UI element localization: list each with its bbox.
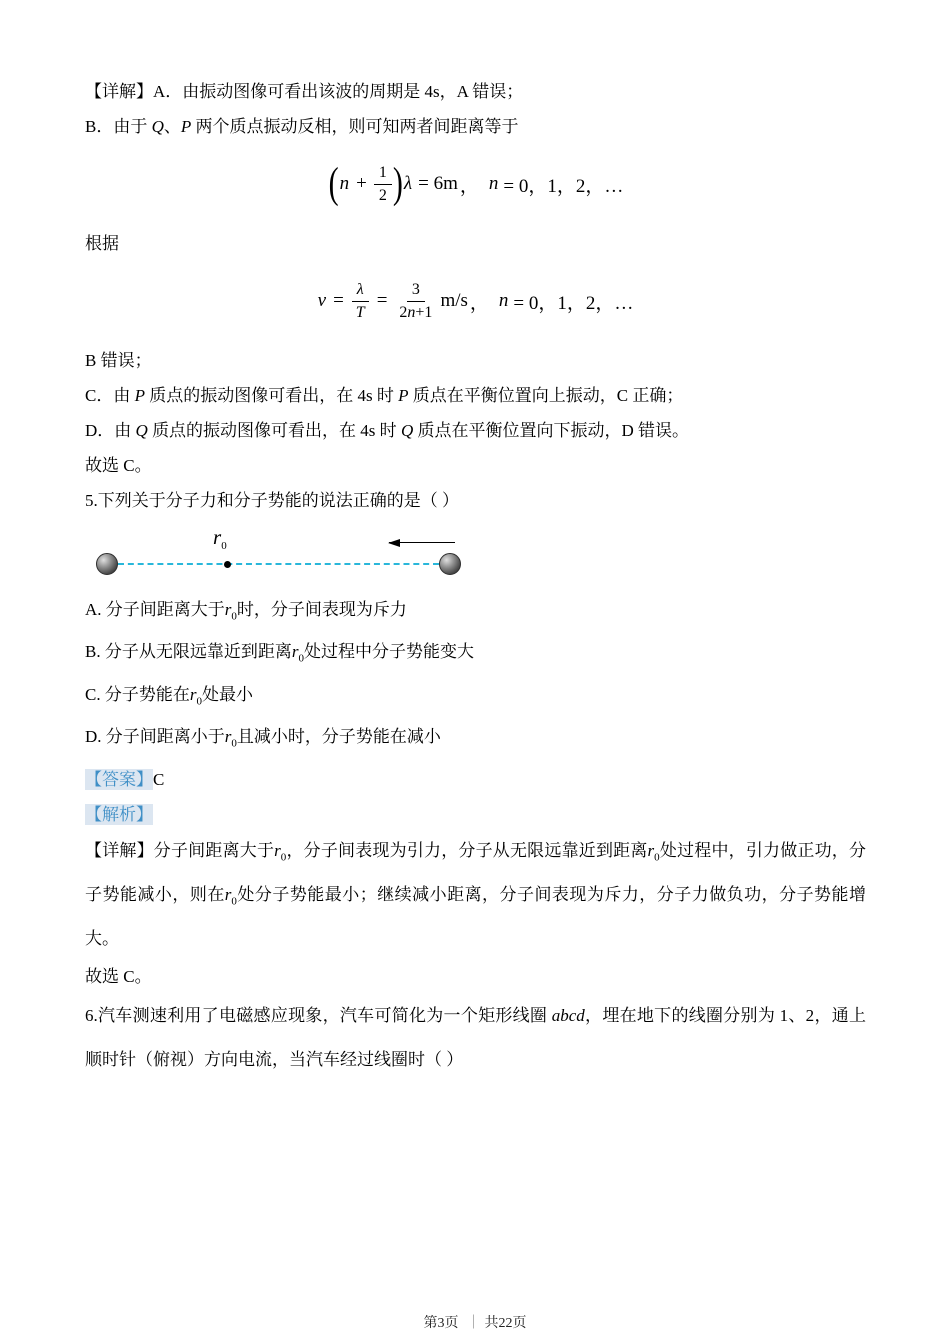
molecule-distance-diagram	[85, 525, 866, 592]
text-segment: B 错误；	[85, 351, 152, 370]
var-r: r	[189, 684, 197, 704]
var-n: n	[339, 173, 350, 194]
q4-detail-line-a-text: 【详解】A．由振动图像可看出该波的周期是 4s，A 错误；	[85, 82, 524, 101]
text-segment: D. 分子间距离小于	[85, 727, 225, 747]
text-segment: 处分子势能最小；继续减小距离，分子间表现为斥力，分子力做负功，分子势能增大。	[85, 884, 866, 949]
var-Q: Q	[400, 421, 414, 440]
dashed-distance-line	[118, 563, 439, 565]
subscript-0: 0	[231, 610, 237, 623]
text-segment: C. 分子势能在	[85, 684, 190, 704]
fraction-one-half	[374, 163, 392, 206]
comma: ，	[469, 292, 489, 314]
var-T: T	[355, 304, 365, 321]
q5-analysis-line	[85, 797, 866, 832]
q4-genju-line	[85, 226, 866, 261]
var-r: r	[647, 840, 655, 860]
var-n: n	[407, 304, 416, 321]
var-P: P	[398, 386, 409, 405]
subscript-0: 0	[280, 850, 287, 863]
symbol-r0	[647, 840, 660, 863]
fraction-numerator: 3	[407, 280, 425, 302]
paren-close: )	[392, 159, 403, 208]
q4-detail-line-b	[85, 109, 866, 144]
formula-speed-equation	[85, 273, 866, 329]
text-segment: 质点的振动图像可看出，在 4s 时	[147, 421, 401, 440]
symbol-r0	[291, 642, 304, 665]
var-r: r	[291, 642, 299, 662]
subscript-0: 0	[231, 737, 237, 750]
var-r: r	[274, 840, 281, 860]
var-n: n	[498, 290, 509, 311]
text-segment: 质点的振动图像可看出，在 4s 时	[144, 386, 399, 405]
fraction-numerator	[352, 280, 369, 302]
analysis-tag: 【解析】	[85, 804, 153, 824]
fraction-numerator: 1	[374, 163, 392, 185]
q4-detail-line-d	[85, 413, 866, 448]
symbol-r0	[274, 840, 287, 863]
page-number: 第3页	[423, 1316, 459, 1331]
molecule-right-sphere	[439, 553, 461, 575]
subscript-0: 0	[196, 695, 202, 708]
q4-detail-line-a	[85, 74, 866, 109]
q4-b-error-line	[85, 343, 866, 378]
choose-text: 故选 C。	[85, 967, 152, 987]
text-segment: 时，分子间表现为斥力	[236, 600, 407, 619]
n-value-list: = 0，1，2，…	[513, 292, 634, 314]
formula-distance-equation	[85, 156, 866, 212]
fraction-lambda-over-T	[351, 280, 370, 323]
q5-stem	[85, 483, 866, 518]
text-segment: 处过程中，引力做正功，分子势能减小，则在	[85, 840, 867, 904]
total-pages: 共22页	[484, 1316, 527, 1331]
left-arrow	[389, 542, 455, 543]
coefficient-2: 2	[399, 304, 408, 321]
symbol-r0	[189, 684, 202, 708]
molecule-left-sphere	[96, 553, 118, 575]
text-segment: ，埋在地下的线圈分别为 1、2，通上顺时针（俯视）方向电流，当汽车经过线圈时（ ）	[85, 1006, 867, 1070]
q5-option-c	[85, 677, 866, 719]
unit-m-per-s: m/s	[440, 290, 468, 311]
text-segment: 6.汽车测速利用了电磁感应现象，汽车可简化为一个矩形线圈	[85, 1006, 552, 1026]
text-segment: 处最小	[201, 684, 253, 704]
var-Q: Q	[135, 421, 148, 440]
answer-value: C	[153, 769, 165, 789]
var-v: v	[317, 290, 327, 311]
genju-text: 根据	[85, 234, 119, 253]
q5-detail-paragraph	[85, 832, 866, 959]
text-segment: 质点在平衡位置向下振动，D 错误。	[413, 421, 689, 440]
text-segment: 质点在平衡位置向上振动，C 正确；	[408, 386, 684, 405]
equals-six-meters: = 6m	[418, 173, 458, 194]
n-value-list: = 0，1，2，…	[503, 175, 624, 197]
text-segment: B．由于	[85, 117, 152, 136]
text-segment: B. 分子从无限远靠近到距离	[85, 642, 292, 662]
fraction-3-over-2n1	[394, 280, 437, 323]
var-P: P	[134, 386, 145, 405]
r0-position-dot	[224, 561, 231, 568]
plus-one: +1	[415, 304, 433, 321]
var-r: r	[224, 727, 232, 747]
var-r: r	[213, 525, 222, 549]
r0-label	[213, 525, 227, 552]
symbol-r0	[224, 727, 237, 750]
var-abcd: abcd	[551, 1006, 585, 1026]
subscript-0: 0	[231, 895, 237, 908]
q6-stem	[85, 994, 866, 1082]
subscript-0: 0	[298, 652, 304, 665]
q5-option-a	[85, 592, 866, 634]
choose-text: 故选 C。	[85, 456, 152, 475]
q4-detail-line-c	[85, 378, 866, 413]
text-segment: 两个质点振动反相，则可知两者间距离等于	[191, 117, 519, 136]
text-segment: D．由	[85, 421, 136, 440]
text-segment: C．由	[85, 386, 135, 405]
fraction-denominator	[394, 302, 437, 322]
text-segment: ，分子间表现为引力，分子从无限远靠近到距离	[286, 840, 648, 860]
comma: ，	[459, 175, 479, 197]
symbol-r0	[224, 884, 237, 908]
q5-option-d	[85, 719, 866, 761]
q5-choose-line	[85, 958, 866, 996]
equals-sign: =	[333, 290, 344, 311]
plus-operator: +	[356, 173, 367, 194]
var-Q: Q	[151, 117, 164, 136]
text-segment: A. 分子间距离大于	[85, 600, 225, 619]
text-segment: 处过程中分子势能变大	[303, 642, 474, 662]
q5-option-b	[85, 634, 866, 676]
text-segment: 、	[163, 117, 181, 136]
var-lambda: λ	[403, 173, 413, 194]
equals-sign: =	[376, 290, 388, 311]
subscript-0: 0	[654, 850, 660, 863]
text-segment: 【详解】分子间距离大于	[85, 840, 275, 860]
symbol-r0	[224, 600, 237, 623]
footer-separator: ｜	[466, 1316, 481, 1331]
fraction-denominator	[351, 302, 370, 322]
var-P: P	[180, 117, 192, 136]
answer-tag: 【答案】	[85, 769, 153, 789]
var-r: r	[224, 600, 232, 619]
q4-choose-line	[85, 448, 866, 483]
var-lambda: λ	[356, 280, 364, 298]
var-r: r	[224, 884, 232, 904]
page-footer	[0, 1312, 950, 1332]
subscript-0: 0	[221, 540, 227, 553]
fraction-denominator: 2	[378, 187, 387, 204]
q5-answer-line	[85, 762, 866, 797]
paren-open: (	[328, 159, 339, 208]
var-n: n	[488, 173, 499, 194]
q5-stem-text: 5.下列关于分子力和分子势能的说法正确的是（ ）	[85, 491, 459, 510]
text-segment: 且减小时，分子势能在减小	[236, 727, 441, 747]
